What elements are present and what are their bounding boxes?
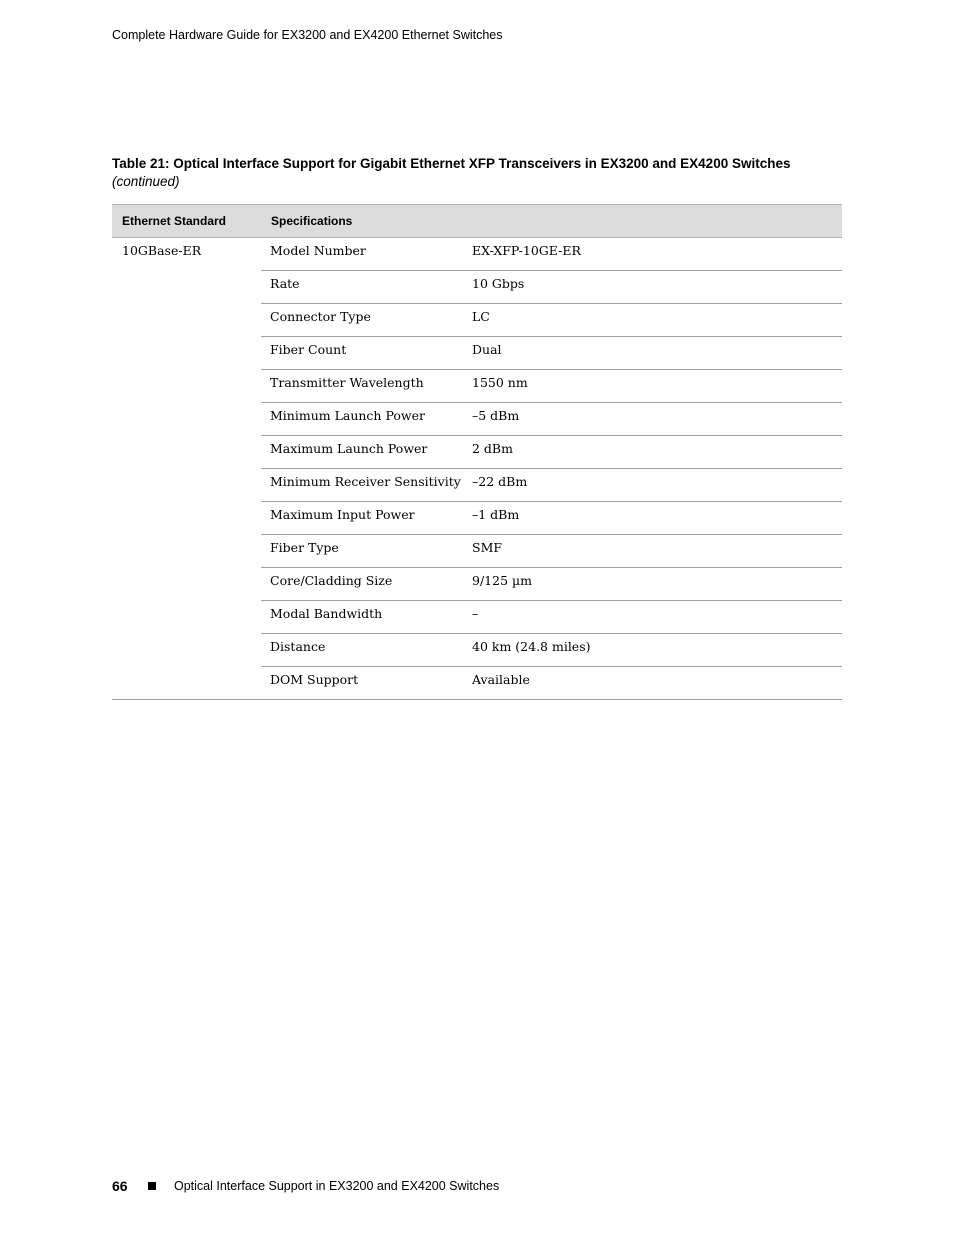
header-ethernet-standard: Ethernet Standard — [112, 205, 261, 238]
spec-value: SMF — [462, 535, 842, 568]
table-caption — [112, 155, 812, 191]
spec-value: –22 dBm — [462, 469, 842, 502]
spec-label: Fiber Count — [261, 337, 462, 370]
spec-value: Available — [462, 667, 842, 700]
spec-label: Minimum Launch Power — [261, 403, 462, 436]
spec-label: Fiber Type — [261, 535, 462, 568]
spec-value: –1 dBm — [462, 502, 842, 535]
table-caption-continued: (continued) — [112, 174, 180, 189]
spec-value: 10 Gbps — [462, 271, 842, 304]
spec-label: Minimum Receiver Sensitivity — [261, 469, 462, 502]
spec-value: 1550 nm — [462, 370, 842, 403]
spec-label: Transmitter Wavelength — [261, 370, 462, 403]
spec-label: Rate — [261, 271, 462, 304]
spec-label: Distance — [261, 634, 462, 667]
table-header-row — [112, 205, 842, 238]
spec-value: –5 dBm — [462, 403, 842, 436]
spec-value: 9/125 µm — [462, 568, 842, 601]
spec-label: Maximum Input Power — [261, 502, 462, 535]
page-footer — [112, 1178, 499, 1194]
table-row — [112, 238, 842, 271]
spec-label: Connector Type — [261, 304, 462, 337]
header-specifications: Specifications — [261, 205, 842, 238]
running-header: Complete Hardware Guide for EX3200 and EX4200 Ethernet Switches — [112, 28, 503, 42]
spec-value: – — [462, 601, 842, 634]
footer-section-title: Optical Interface Support in EX3200 and EX4200 Switches — [174, 1179, 500, 1193]
spec-label: DOM Support — [261, 667, 462, 700]
spec-label: Modal Bandwidth — [261, 601, 462, 634]
spec-label: Core/Cladding Size — [261, 568, 462, 601]
spec-value: 2 dBm — [462, 436, 842, 469]
page-number: 66 — [112, 1178, 128, 1194]
square-bullet-icon — [148, 1182, 156, 1190]
spec-value: LC — [462, 304, 842, 337]
spec-label: Model Number — [261, 238, 462, 271]
table-caption-title: Table 21: Optical Interface Support for Gigabit Ethernet XFP Transceivers in EX3200 and EX4200 Switches — [112, 156, 791, 171]
spec-label: Maximum Launch Power — [261, 436, 462, 469]
spec-value: Dual — [462, 337, 842, 370]
spec-value: EX-XFP-10GE-ER — [462, 238, 842, 271]
ethernet-standard-cell: 10GBase-ER — [112, 238, 261, 700]
spec-table — [112, 204, 842, 700]
spec-value: 40 km (24.8 miles) — [462, 634, 842, 667]
